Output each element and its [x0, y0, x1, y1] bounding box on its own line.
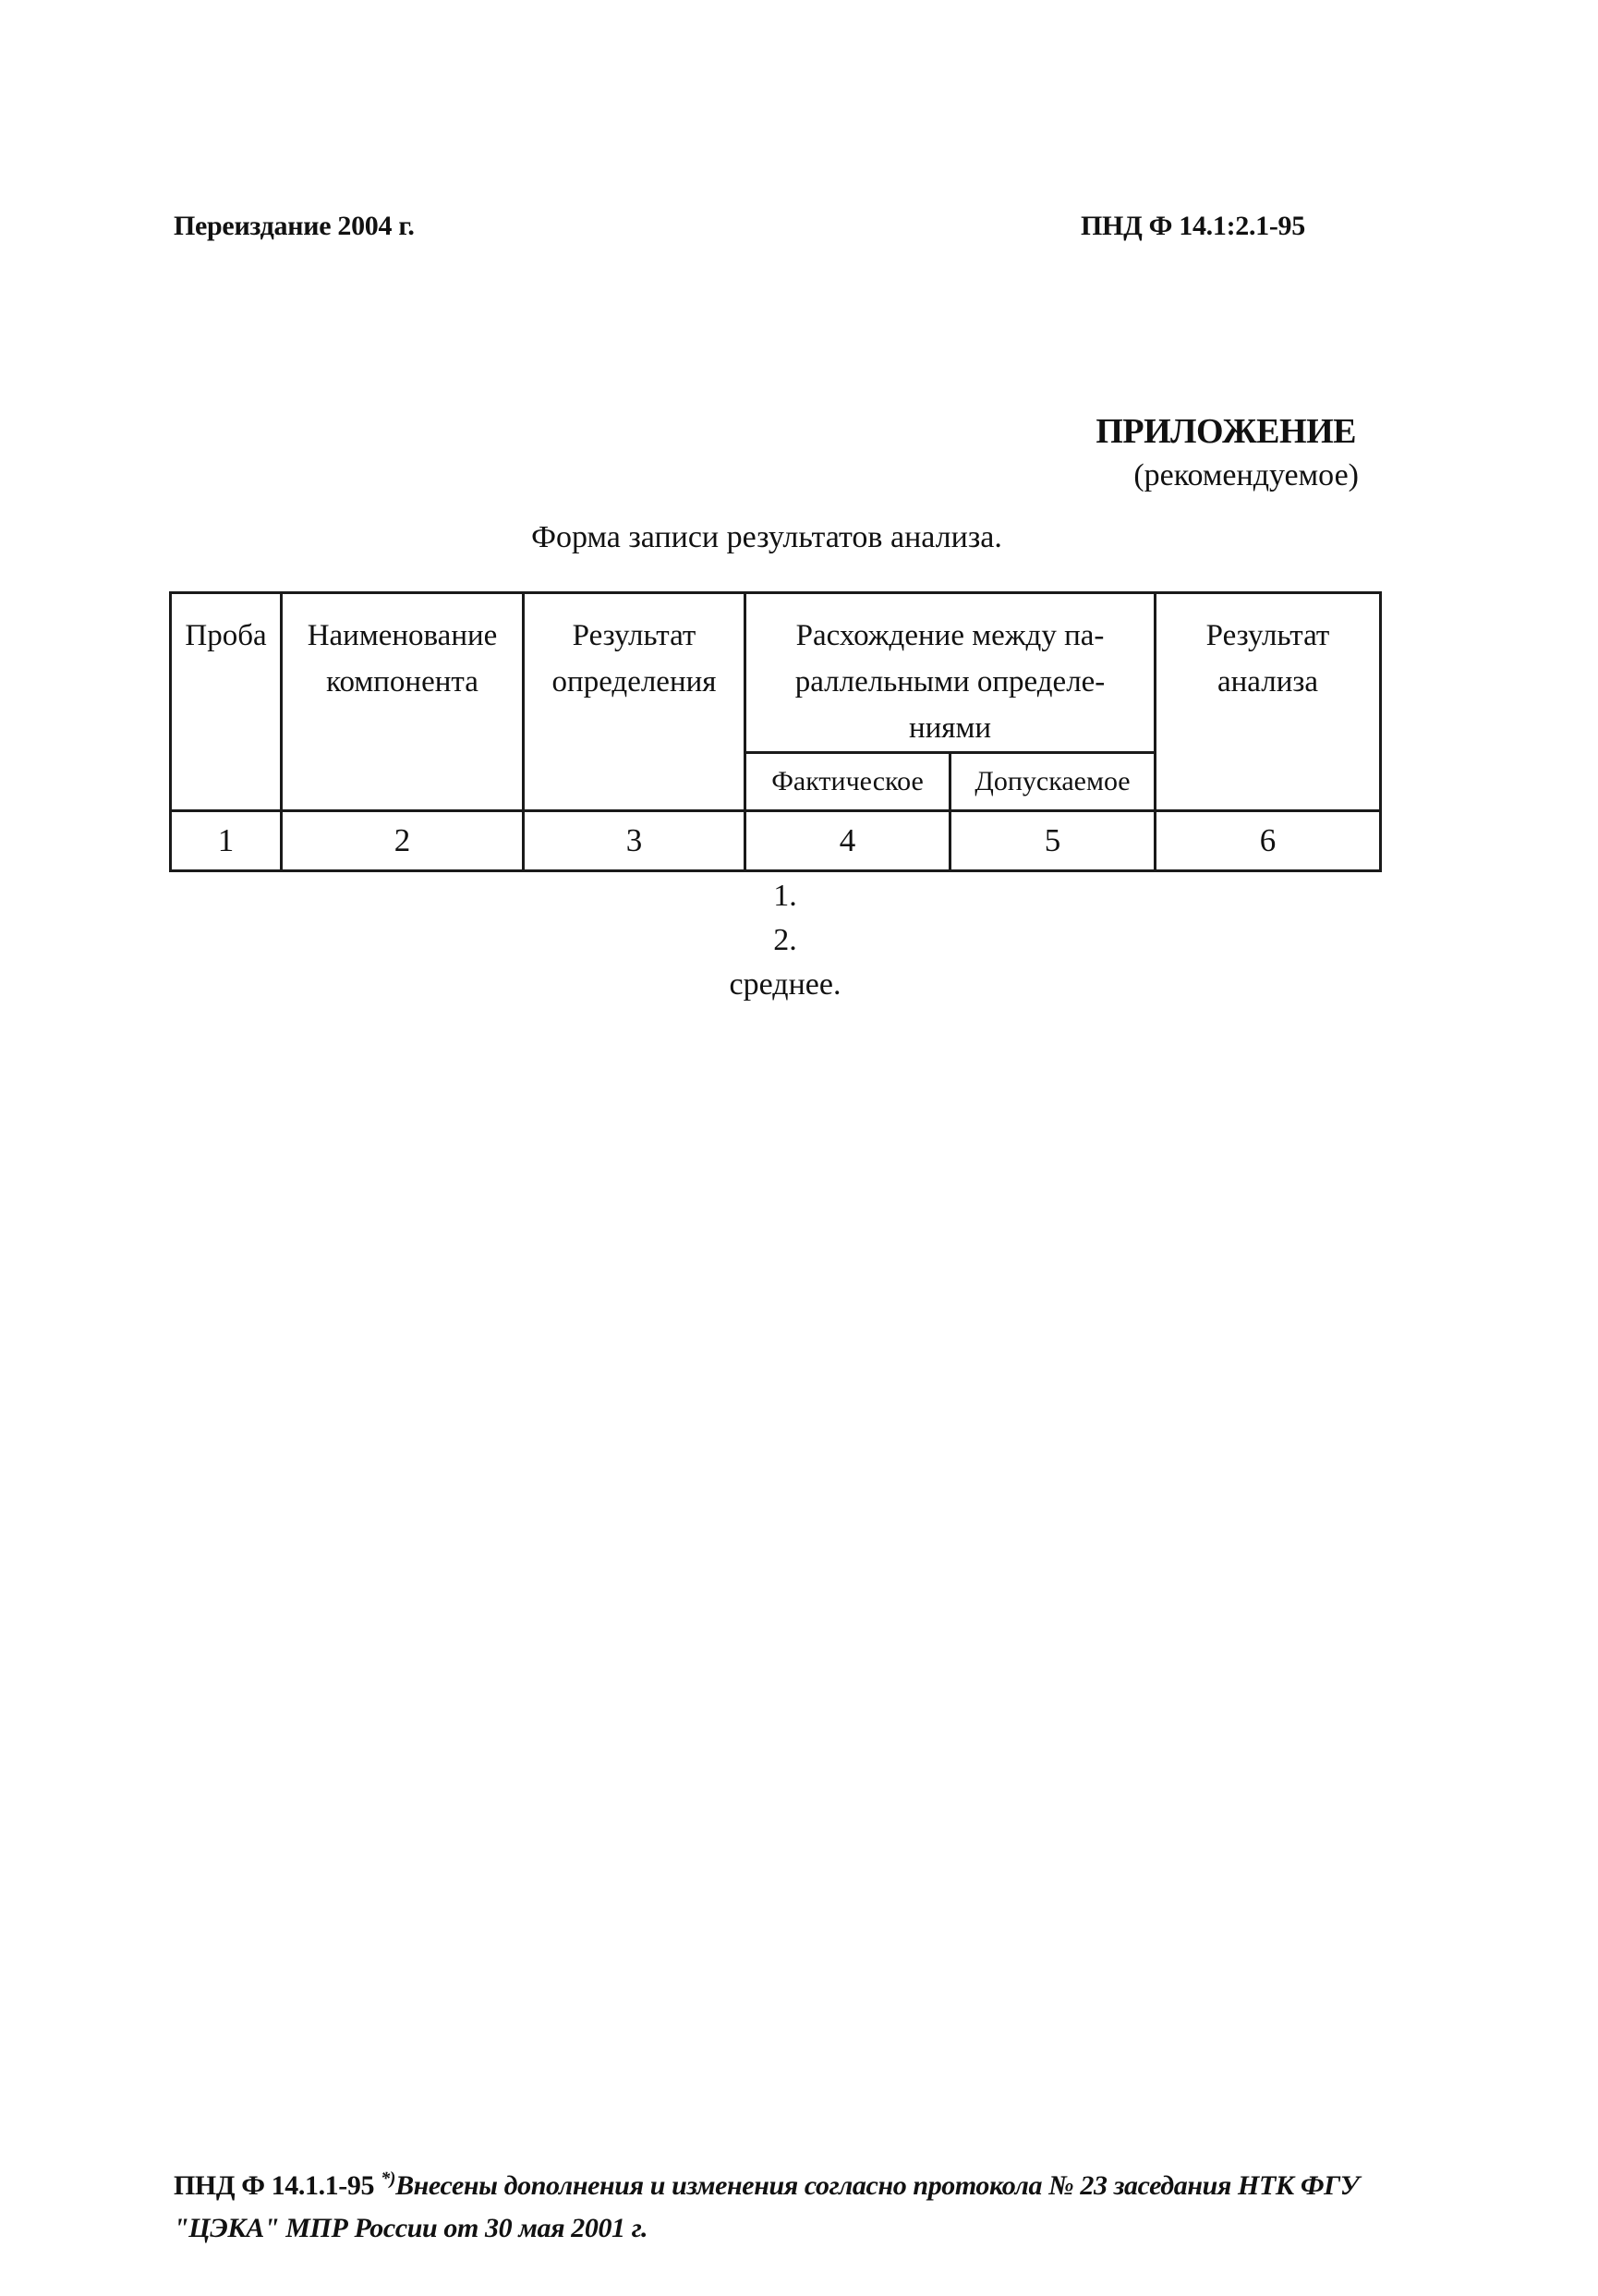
column-number-cell: 4	[745, 811, 950, 871]
table-header-row	[171, 593, 1381, 753]
footnote-mark: *)	[381, 2168, 396, 2189]
header-cell-analysis-result: Результат анализа	[1156, 593, 1381, 811]
appendix-title: ПРИЛОЖЕНИЕ	[1096, 412, 1356, 451]
footer-amendment-text: Внесены дополнения и изменения согласно протокола № 23 заседания НТК ФГУ "ЦЭКА" МПР России от 30 мая 2001 г.	[174, 2170, 1360, 2243]
table-number-row	[171, 811, 1381, 871]
column-number-cell: 6	[1156, 811, 1381, 871]
row-label-second: 2.	[773, 923, 797, 957]
header-cell-discrepancy: Расхождение между па- раллельными определе- ниями	[745, 593, 1156, 753]
column-number-cell: 2	[282, 811, 524, 871]
footer-document-code: ПНД Ф 14.1.1-95	[174, 2170, 375, 2201]
column-number-cell: 1	[171, 811, 282, 871]
column-number-cell: 5	[950, 811, 1156, 871]
header-cell-component-name: Наименование компонента	[282, 593, 524, 811]
edition-label: Переиздание 2004 г.	[174, 211, 415, 241]
row-labels	[684, 874, 887, 1007]
results-table	[169, 591, 1382, 872]
header-cell-sample: Проба	[171, 593, 282, 811]
footer-note	[174, 2157, 1374, 2250]
subheader-cell-permissible: Допускаемое	[950, 753, 1156, 811]
document-code: ПНД Ф 14.1:2.1-95	[1081, 211, 1305, 241]
column-number-cell: 3	[524, 811, 745, 871]
appendix-subtitle: (рекомендуемое)	[1133, 458, 1359, 492]
subheader-cell-actual: Фактическое	[745, 753, 950, 811]
header-cell-determination-result: Результат определения	[524, 593, 745, 811]
row-label-first: 1.	[773, 879, 797, 913]
row-label-average: среднее.	[729, 967, 841, 1002]
form-caption: Форма записи результатов анализа.	[531, 520, 1002, 554]
